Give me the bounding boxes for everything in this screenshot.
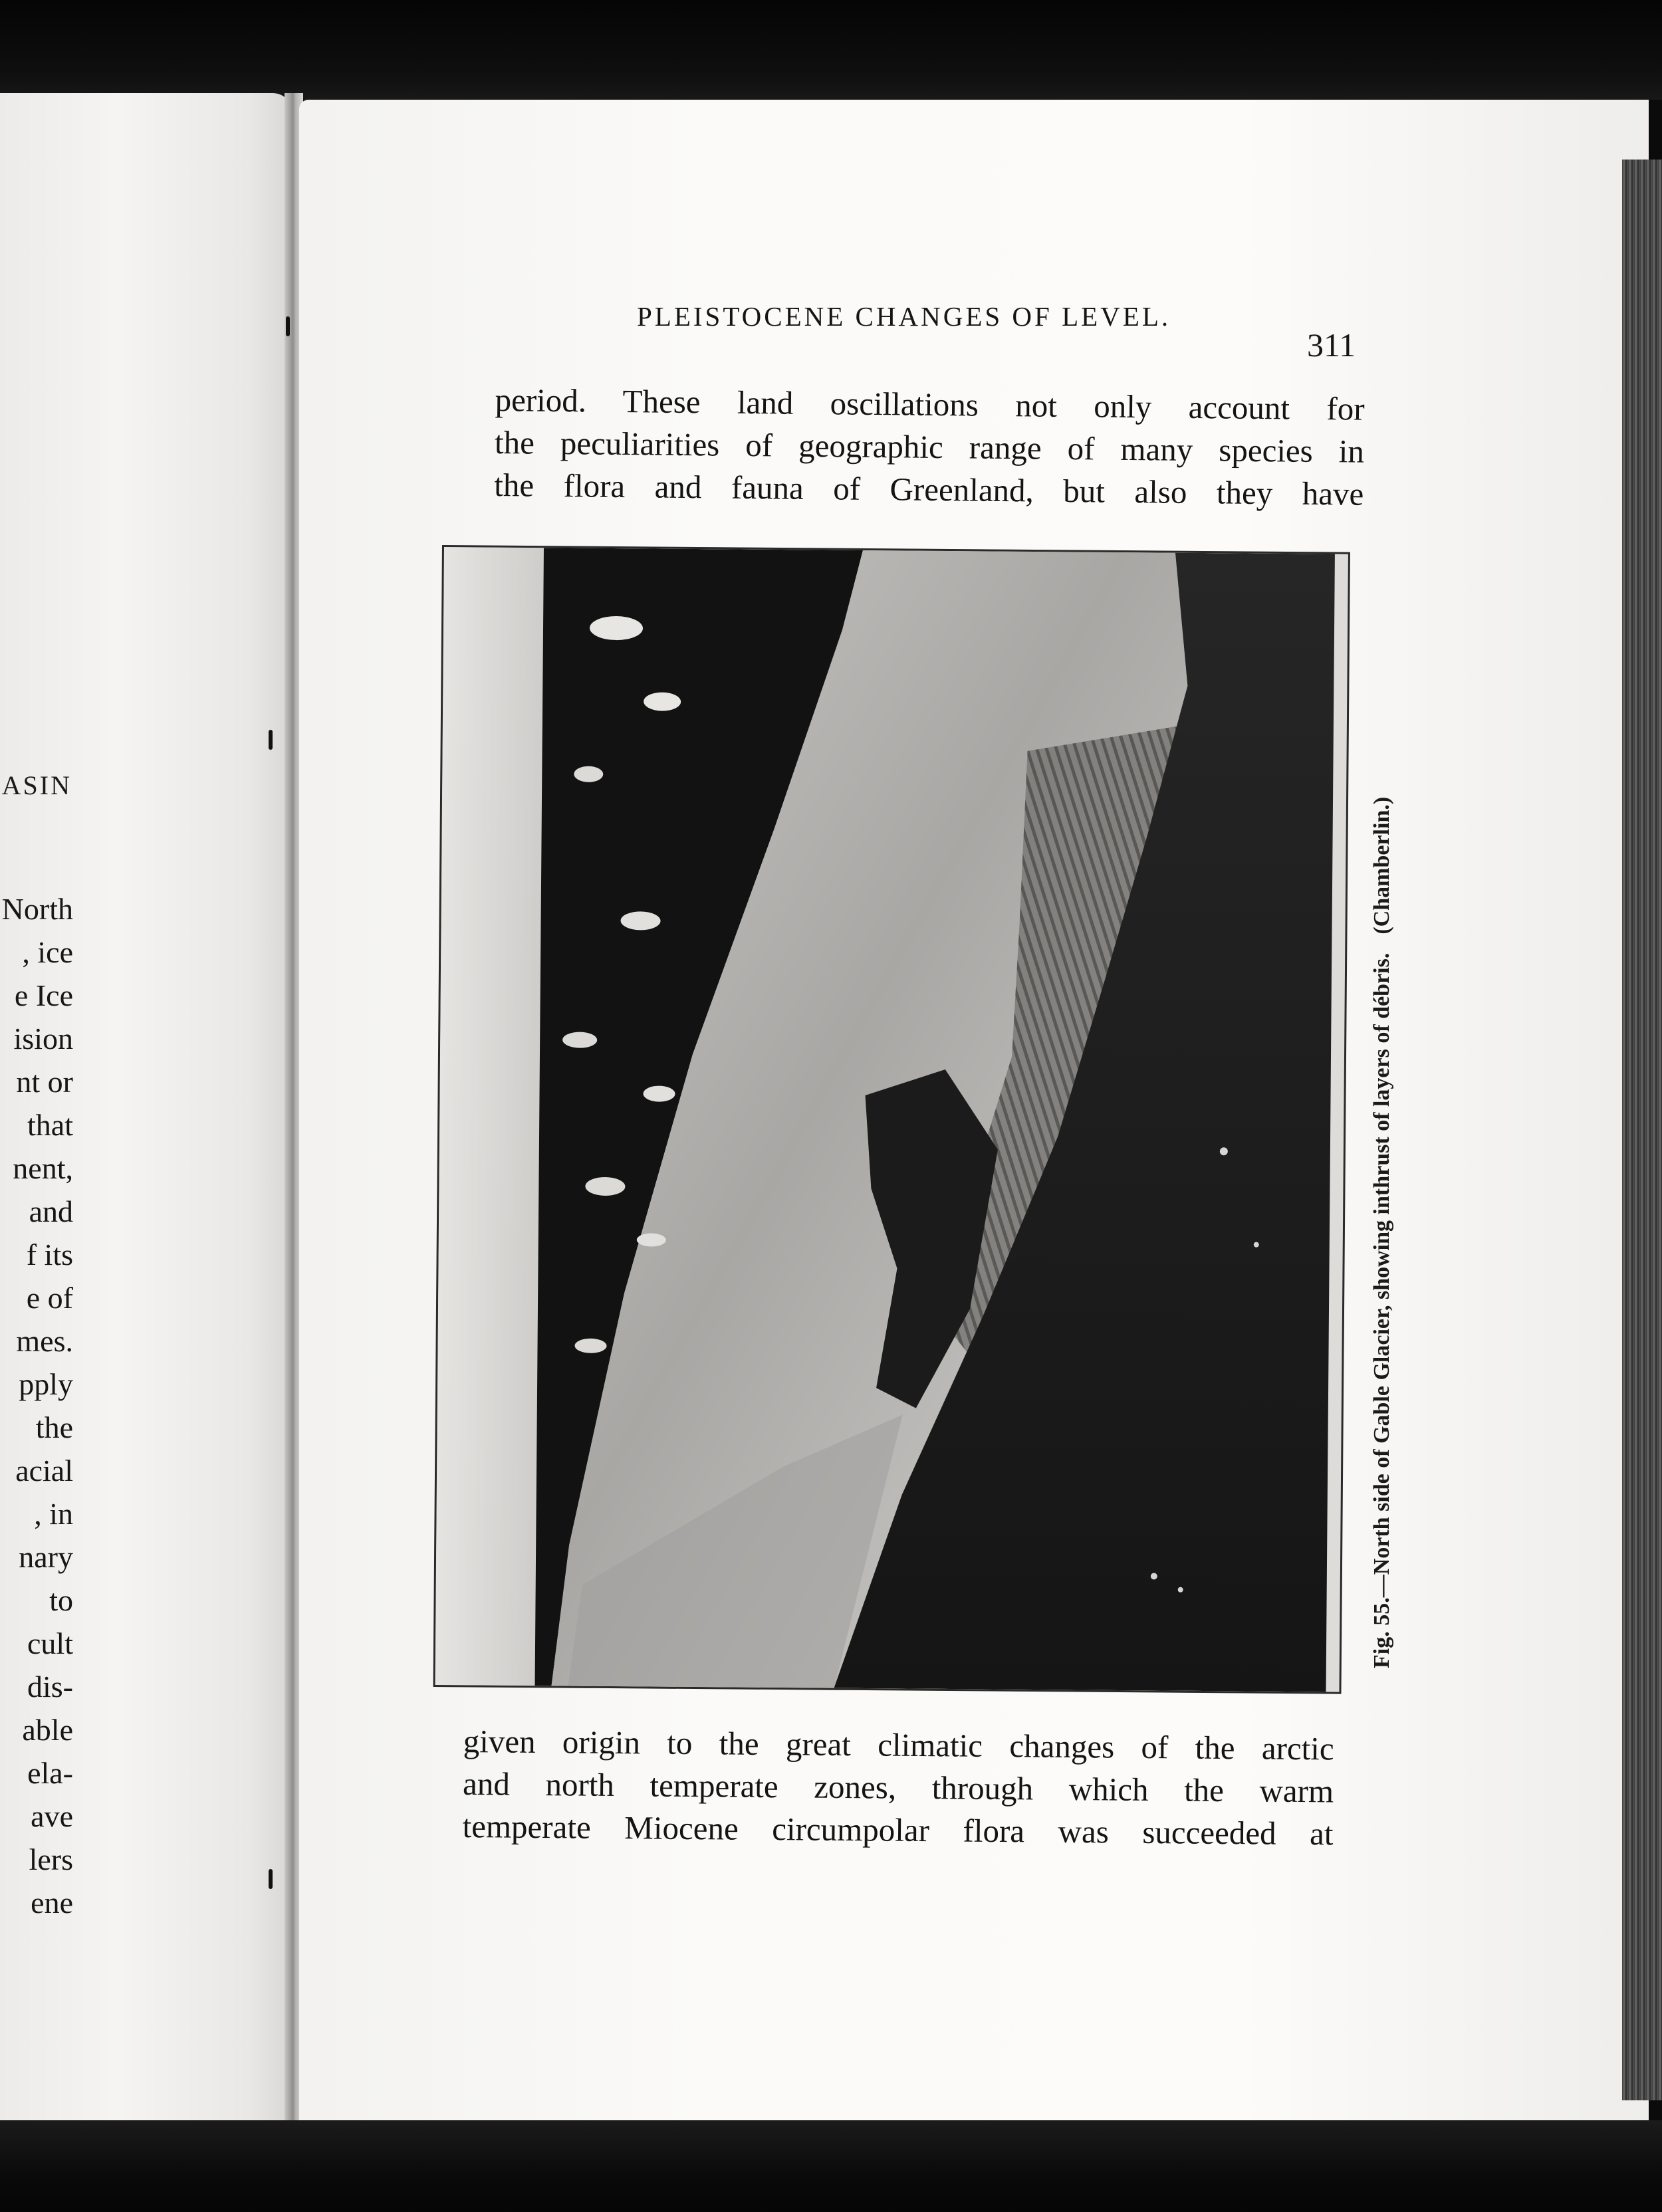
left-line: that: [27, 1108, 73, 1142]
scan-shadow-top: [0, 0, 1662, 100]
left-line: dis-: [27, 1670, 73, 1704]
body-line: and north temperate zones, through which the warm: [462, 1765, 1334, 1810]
left-line: ision: [13, 1022, 73, 1055]
left-line: nary: [19, 1540, 73, 1574]
left-line: to: [49, 1583, 73, 1617]
figure-description: —North side of Gable Glacier, showing inthrust of layers of débris.: [1369, 952, 1394, 1598]
figure-credit: (Chamberlin.): [1369, 796, 1394, 935]
left-line: cult: [27, 1626, 73, 1660]
body-line: the flora and fauna of Greenland, but also they have: [494, 466, 1364, 512]
glacier-photo: [435, 547, 1348, 1692]
page-number: 311: [1307, 326, 1356, 364]
body-line: period. These land oscillations not only account for: [495, 381, 1365, 427]
left-line: e Ice: [14, 978, 73, 1012]
page-edge-stack: [1622, 160, 1662, 2100]
body-text-bottom: [462, 1720, 1334, 1855]
left-line: e of: [26, 1281, 73, 1315]
left-line: , ice: [22, 935, 73, 969]
body-line: given origin to the great climatic changes of the arctic: [463, 1722, 1334, 1767]
figure-photograph: [433, 545, 1350, 1694]
left-line: ave: [31, 1799, 73, 1833]
figure-label: Fig. 55.: [1369, 1597, 1394, 1668]
left-page: [0, 93, 293, 2127]
left-line: ene: [31, 1886, 73, 1920]
left-line: nt or: [16, 1065, 73, 1099]
left-line: and: [29, 1194, 73, 1228]
left-line: ela-: [27, 1756, 73, 1790]
body-line: the peculiarities of geographic range of many species in: [494, 423, 1365, 470]
binding-thread-mark: [286, 316, 290, 336]
binding-thread-mark: [269, 730, 273, 750]
left-line: pply: [19, 1367, 73, 1401]
left-line: able: [22, 1713, 73, 1747]
left-line: , in: [34, 1497, 73, 1531]
left-page-heading-fragment: ASIN: [1, 770, 72, 800]
body-line: temperate Miocene circumpolar flora was succeeded at: [462, 1807, 1334, 1852]
left-line: nent,: [13, 1151, 73, 1185]
scan-shadow-bottom: [0, 2120, 1662, 2212]
running-head-title: PLEISTOCENE CHANGES OF LEVEL.: [637, 301, 1171, 332]
left-line: acial: [15, 1454, 73, 1488]
left-line: f its: [26, 1238, 73, 1272]
left-line: mes.: [16, 1324, 73, 1358]
left-line: the: [35, 1410, 73, 1444]
left-line: North: [1, 892, 73, 926]
binding-thread-mark: [269, 1869, 273, 1889]
body-text-top: [494, 379, 1365, 516]
figure-caption: [1369, 797, 1395, 1668]
left-line: lers: [29, 1842, 73, 1876]
left-page-text-column: [0, 887, 73, 1924]
